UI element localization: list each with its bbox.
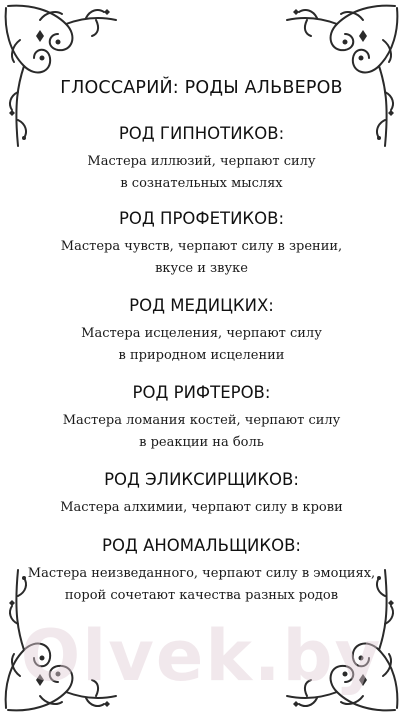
- page-title: ГЛОССАРИЙ: РОДЫ АЛЬВЕРОВ: [60, 78, 343, 98]
- entry-description: Мастера ломания костей, черпают силу в реакции на боль: [62, 413, 341, 450]
- entry-heading: РОД РИФТЕРОВ:: [132, 383, 271, 402]
- glossary-entry: [0, 383, 403, 454]
- glossary-entry: [0, 209, 403, 280]
- entry-description: Мастера неизведанного, черпают силу в эмоциях, порой сочетают качества разных родов: [27, 566, 376, 603]
- glossary-entry: [0, 124, 403, 195]
- entry-description: Мастера иллюзий, черпают силу в сознательных мыслях: [87, 154, 316, 191]
- entry-heading: РОД ПРОФЕТИКОВ:: [118, 209, 285, 228]
- glossary-entry: [0, 470, 403, 519]
- glossary-entry: [0, 296, 403, 367]
- entry-description: Мастера исцеления, черпают силу в природном исцелении: [81, 326, 322, 363]
- entry-heading: РОД МЕДИЦКИХ:: [129, 296, 274, 315]
- entry-description: Мастера алхимии, черпают силу в крови: [60, 500, 343, 515]
- entry-heading: РОД ЭЛИКСИРЩИКОВ:: [104, 470, 299, 489]
- entry-heading: РОД ГИПНОТИКОВ:: [118, 124, 285, 143]
- glossary-entry: [0, 536, 403, 607]
- entry-heading: РОД АНОМАЛЬЩИКОВ:: [102, 536, 301, 555]
- watermark: Olvek.by: [20, 615, 383, 697]
- entry-description: Мастера чувств, черпают силу в зрении, вкусе и звуке: [60, 239, 343, 276]
